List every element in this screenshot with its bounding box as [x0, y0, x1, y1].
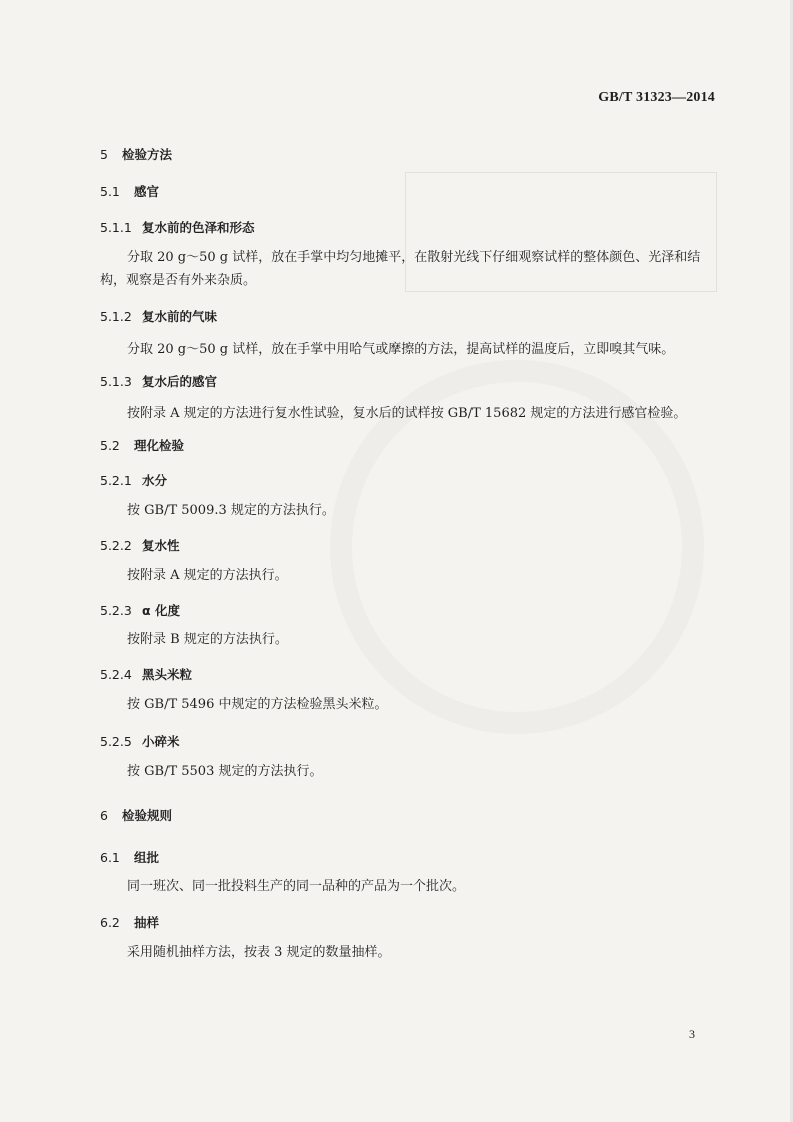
paragraph: 按附录 A 规定的方法进行复水性试验，复水后的试样按 GB/T 15682 规定的方法进行感官检验。	[127, 406, 687, 421]
clause-heading	[100, 601, 180, 619]
section-title: 复水前的气味	[142, 309, 218, 324]
clause-heading	[100, 372, 217, 390]
section-number: 6.1	[100, 850, 120, 865]
subsection-heading	[100, 182, 159, 200]
paragraph: 按 GB/T 5503 规定的方法执行。	[127, 764, 323, 779]
clause-heading	[100, 218, 255, 236]
clause-heading	[100, 732, 180, 750]
section-title: 复水性	[142, 538, 180, 553]
paragraph-continuation: 构，观察是否有外来杂质。	[100, 273, 257, 288]
section-number: 5.1.1	[100, 220, 132, 235]
standard-code: GB/T 31323—2014	[598, 90, 715, 105]
clause-heading	[100, 665, 192, 683]
section-number: 5.1	[100, 184, 120, 199]
section-title: 小碎米	[142, 734, 180, 749]
section-number: 5.2	[100, 438, 120, 453]
section-number: 5.2.1	[100, 473, 132, 488]
section-title: 组批	[134, 850, 160, 865]
section-number: 5.2.2	[100, 538, 132, 553]
section-number: 5	[100, 147, 108, 162]
section-heading	[100, 145, 172, 163]
section-title: 理化检验	[134, 438, 185, 453]
section-title: 水分	[142, 473, 168, 488]
section-number: 5.1.2	[100, 309, 132, 324]
subsection-heading	[100, 848, 159, 866]
section-title: 复水后的感官	[142, 374, 218, 389]
section-number: 5.2.4	[100, 667, 132, 682]
paragraph: 分取 20 g～50 g 试样，放在手掌中均匀地摊平，在散射光线下仔细观察试样的整体颜色、光泽和结	[127, 250, 701, 265]
subsection-heading	[100, 913, 159, 931]
bleed-through-table	[405, 172, 717, 292]
paragraph: 按 GB/T 5496 中规定的方法检验黑头米粒。	[127, 697, 388, 712]
subsection-heading	[100, 436, 184, 454]
section-title: 感官	[134, 184, 160, 199]
clause-heading	[100, 536, 180, 554]
paragraph: 按附录 A 规定的方法执行。	[127, 568, 288, 583]
section-title: 复水前的色泽和形态	[142, 220, 255, 235]
paragraph: 同一班次、同一批投料生产的同一品种的产品为一个批次。	[127, 879, 466, 894]
paragraph: 按附录 B 规定的方法执行。	[127, 632, 288, 647]
page-number: 3	[689, 1027, 695, 1041]
section-title: α 化度	[142, 603, 180, 618]
paragraph: 采用随机抽样方法，按表 3 规定的数量抽样。	[127, 945, 391, 960]
section-title: 抽样	[134, 915, 160, 930]
section-number: 6.2	[100, 915, 120, 930]
section-number: 5.2.5	[100, 734, 132, 749]
clause-heading	[100, 307, 217, 325]
section-title: 黑头米粒	[142, 667, 193, 682]
section-number: 5.1.3	[100, 374, 132, 389]
paragraph: 按 GB/T 5009.3 规定的方法执行。	[127, 503, 335, 518]
section-number: 5.2.3	[100, 603, 132, 618]
section-title: 检验方法	[122, 147, 173, 162]
section-number: 6	[100, 808, 108, 823]
section-title: 检验规则	[122, 808, 173, 823]
clause-heading	[100, 471, 167, 489]
paragraph: 分取 20 g～50 g 试样，放在手掌中用哈气或摩擦的方法，提高试样的温度后，立即嗅其气味。	[127, 342, 675, 357]
section-heading	[100, 806, 172, 824]
